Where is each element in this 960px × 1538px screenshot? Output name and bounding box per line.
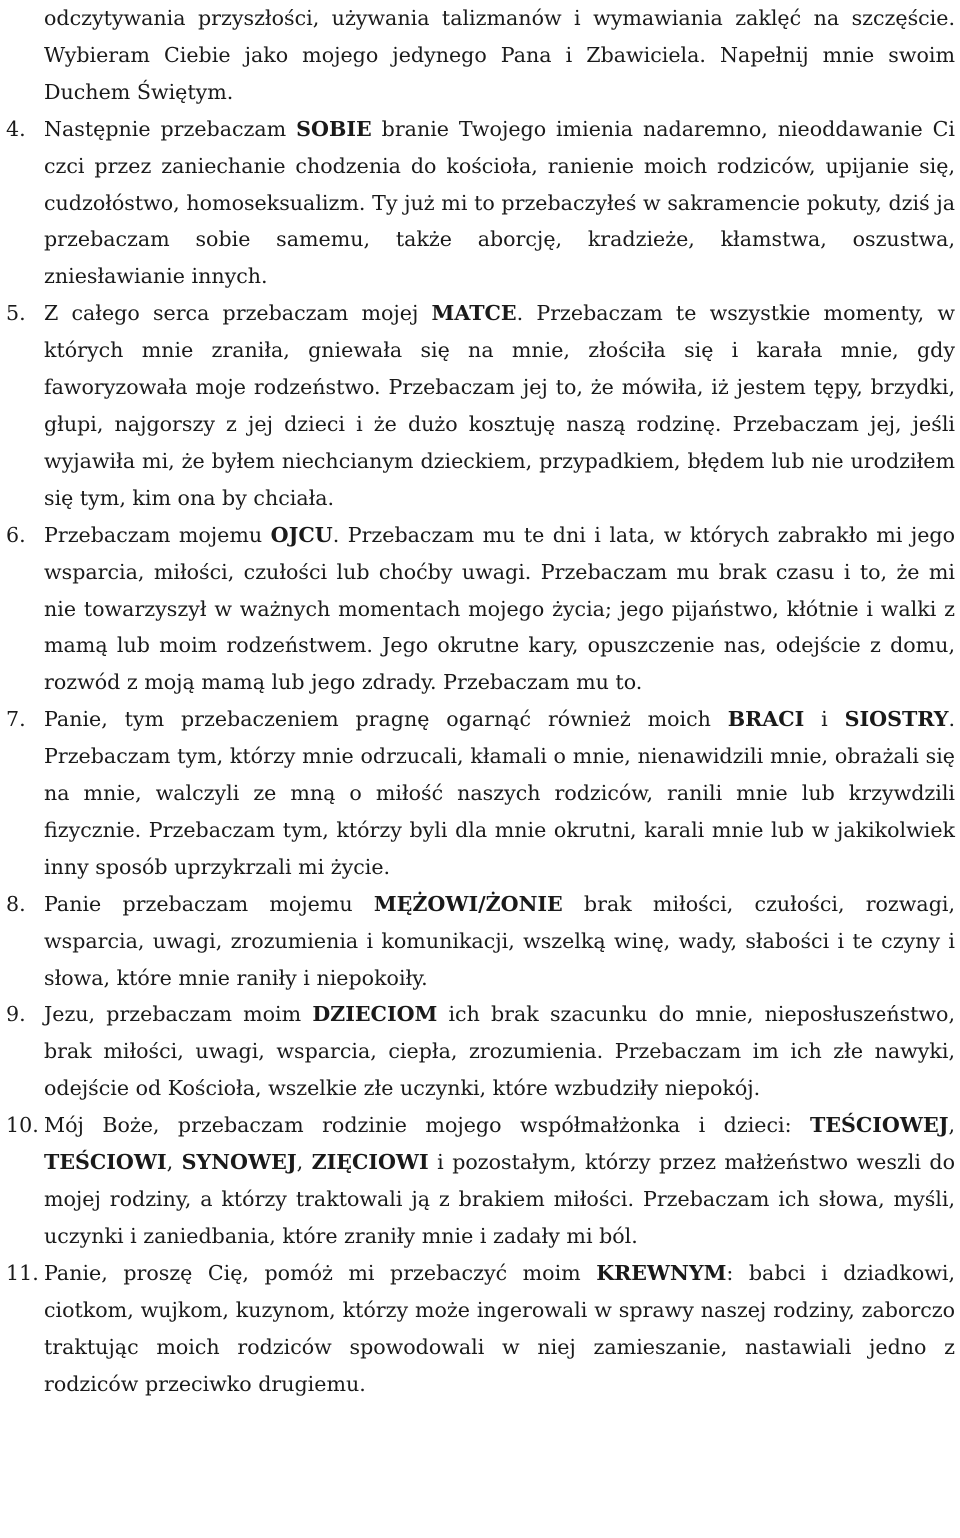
emphasis-word: SYNOWEJ (181, 1150, 297, 1175)
list-item-text: Jezu, przebaczam moim DZIECIOM ich brak szacunku do mnie, nieposłuszeństwo, brak miłości, uwagi, wsparcia, ciepła, zrozumienia. Przebaczam im ich złe nawyki, odejście od Kościoła, wszelkie złe uczynki, które wzbudziły niepokój. (44, 1002, 956, 1101)
list-item-7 (6, 701, 955, 886)
list-item-text: Z całego serca przebaczam mojej MATCE. Przebaczam te wszystkie momenty, w których mnie zraniła, gniewała się na mnie, złościła się i karała mnie, gdy faworyzowała moje rodzeństwo. Przebaczam jej to, że mówiła, iż jestem tępy, brzydki, głupi, najgorszy z jej dzieci i że dużo kosztuję naszą rodzinę. Przebaczam jej, jeśli wyjawiła mi, że byłem niechcianym dzieckiem, przypadkiem, błędem lub nie urodziłem się tym, kim ona by chciała. (44, 301, 955, 510)
list-item-number: 6. (6, 522, 26, 547)
list-item-number: 4. (6, 116, 26, 141)
emphasis-word: SOBIE (296, 116, 372, 141)
list-item-number: 7. (6, 707, 26, 732)
intro-paragraph: odczytywania przyszłości, używania talizmanów i wymawiania zaklęć na szczęście. Wybieram Ciebie jako mojego jedynego Pana i Zbawiciela. Napełnij mnie swoim Duchem Świętym. (44, 6, 955, 104)
emphasis-word: TEŚCIOWEJ (810, 1113, 949, 1138)
list-item-text: Panie, tym przebaczeniem pragnę ogarnąć również moich BRACI i SIOSTRY. Przebaczam tym, którzy mnie odrzucali, kłamali o mnie, nienawidzili mnie, obrażali się na mnie, walczyli ze mną o miłość naszych rodziców, ranili mnie lub krzywdzili fizycznie. Przebaczam tym, którzy byli dla mnie okrutni, karali mnie lub w jakikolwiek inny sposób uprzykrzali mi życie. (44, 707, 955, 879)
list-item-11 (6, 1255, 955, 1403)
list-item-8 (6, 886, 955, 997)
list-item-5 (6, 295, 955, 516)
emphasis-word: OJCU (270, 522, 333, 547)
emphasis-word: DZIECIOM (312, 1002, 438, 1027)
emphasis-word: BRACI (727, 707, 805, 732)
emphasis-word: KREWNYM (596, 1260, 727, 1285)
emphasis-word: SIOSTRY (844, 707, 949, 732)
list-item-number: 5. (6, 301, 26, 326)
list-item-text: Panie, proszę Cię, pomóż mi przebaczyć moim KREWNYM: babci i dziadkowi, ciotkom, wujkom, kuzynom, którzy może ingerowali w sprawy naszej rodziny, zaborczo traktując moich rodziców spowodowali w niej zamieszanie, nastawiali jedno z rodziców przeciwko drugiemu. (44, 1260, 955, 1396)
list-item-number: 11. (6, 1260, 39, 1285)
emphasis-word: TEŚCIOWI (44, 1150, 167, 1175)
list-item-4 (6, 111, 955, 296)
list-item-6 (6, 517, 955, 702)
list-item-text: Następnie przebaczam SOBIE branie Twojego imienia nadaremno, nieoddawanie Ci czci przez zaniechanie chodzenia do kościoła, ranienie moich rodziców, upijanie się, cudzołóstwo, homoseksualizm. Ty już mi to przebaczyłeś w sakramencie pokuty, dziś ja przebaczam sobie samemu, także aborcję, kradzieże, kłamstwa, oszustwa, zniesławianie innych. (44, 116, 955, 289)
list-item-number: 8. (6, 891, 26, 916)
list-item-number: 9. (6, 1002, 26, 1027)
emphasis-word: ZIĘCIOWI (311, 1150, 429, 1175)
list-item-9 (6, 996, 955, 1107)
emphasis-word: MATCE (431, 301, 517, 326)
list-item-number: 10. (6, 1113, 39, 1138)
document-page (6, 0, 955, 1402)
list-item-10 (6, 1107, 955, 1255)
list-item-text: Mój Boże, przebaczam rodzinie mojego współmałżonka i dzieci: TEŚCIOWEJ, TEŚCIOWI, SYNOWEJ, ZIĘCIOWI i pozostałym, którzy przez małżeństwo weszli do mojej rodziny, a którzy traktowali ją z brakiem miłości. Przebaczam ich słowa, myśli, uczynki i zaniedbania, które zraniły mnie i zadały mi ból. (44, 1113, 955, 1248)
emphasis-word: MĘŻOWI/ŻONIE (373, 891, 563, 916)
list-item-text: Panie przebaczam mojemu MĘŻOWI/ŻONIE brak miłości, czułości, rozwagi, wsparcia, uwagi, zrozumienia i komunikacji, wszelką winę, wady, słabości i te czyny i słowa, które mnie raniły i niepokoiły. (44, 891, 956, 990)
list-item-text: Przebaczam mojemu OJCU. Przebaczam mu te dni i lata, w których zabrakło mi jego wsparcia, miłości, czułości lub choćby uwagi. Przebaczam mu brak czasu i to, że mi nie towarzyszył w ważnych momentach mojego życia; jego pijaństwo, kłótnie i walki z mamą lub moim rodzeństwem. Jego okrutne kary, opuszczenie nas, odejście z domu, rozwód z moją mamą lub jego zdrady. Przebaczam mu to. (44, 522, 955, 695)
